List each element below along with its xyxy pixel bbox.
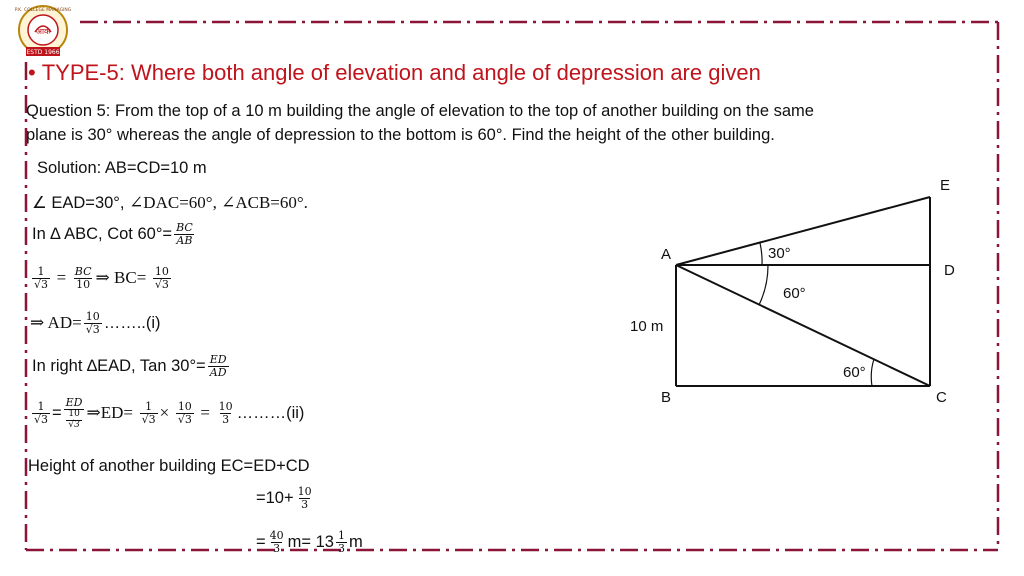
eq2-implies: ⇒ED= <box>86 402 134 422</box>
angles-sans: ∠ EAD=30°, <box>32 194 130 212</box>
equation-2 <box>30 397 304 430</box>
label-b: B <box>661 389 672 406</box>
final-equals: = <box>256 532 266 551</box>
heading-bullet: • <box>28 60 36 85</box>
college-logo <box>8 2 78 60</box>
final-line <box>256 530 363 555</box>
geometry-diagram <box>600 160 1000 420</box>
eq2-equals-2: = <box>200 402 211 422</box>
angle-label-30: 30° <box>768 245 791 262</box>
angle-arc-30 <box>760 243 762 265</box>
slide-heading <box>28 60 761 86</box>
eq1-frac-a: $\frac{1}{√3}$ <box>34 265 49 292</box>
eq2-frac-d: $\frac{10}{√3}$ <box>177 399 192 426</box>
label-c: C <box>936 389 947 406</box>
eq2-times: × <box>159 402 170 422</box>
equation-1 <box>30 266 173 291</box>
line-of-depression-ac <box>676 265 930 386</box>
sum-fraction: $\frac{10}{3}$ <box>297 485 312 512</box>
logo-badge-text: ESTD 1966 <box>26 49 60 56</box>
sum-line <box>256 486 316 511</box>
tan-prefix: In right ∆EAD, Tan 30°= <box>32 356 206 375</box>
final-fraction: $\frac{40}{3}$ <box>269 529 284 556</box>
logo-top-text: P.K. COLLEGE MANAGING <box>14 8 72 13</box>
eq2-frac-b: $\frac{ED}{\frac{10}{√3}}$ <box>65 396 83 430</box>
label-a: A <box>661 246 672 263</box>
eq1-equals: = <box>56 267 67 287</box>
eq2-frac-a: $\frac{1}{√3}$ <box>34 399 49 426</box>
label-e: E <box>940 177 951 194</box>
line-of-elevation-ae <box>676 197 930 265</box>
ad-prefix: ⇒ AD= <box>30 312 82 332</box>
angle-arc-60-bottom <box>871 359 874 386</box>
eq2-frac-e: $\frac{10}{3}$ <box>218 399 233 426</box>
cot-fraction: $\frac{BC}{AB}$ <box>176 221 193 248</box>
sum-prefix: =10+ <box>256 488 294 507</box>
angle-label-60-top: 60° <box>783 285 806 302</box>
angle-label-60-bottom: 60° <box>843 364 866 381</box>
angles-line <box>32 193 308 213</box>
tan-line <box>32 354 231 379</box>
eq1-implies: ⇒ BC= <box>95 267 147 287</box>
final-mid: m= 13 <box>287 532 334 551</box>
question-line-1: Question 5: From the top of a 10 m building the angle of elevation to the top of another building on the same <box>26 102 814 120</box>
logo-center-text: आक <box>35 27 51 36</box>
cot-prefix: In ∆ ABC, Cot 60°= <box>32 224 173 243</box>
tan-fraction: $\frac{ED}{AD}$ <box>209 353 227 380</box>
cot-line <box>32 222 197 247</box>
ad-fraction: $\frac{10}{√3}$ <box>85 310 100 337</box>
heading-text: TYPE-5: Where both angle of elevation and angle of depression are given <box>41 60 761 85</box>
eq1-frac-b: $\frac{BC}{10}$ <box>74 265 92 292</box>
final-unit: m <box>348 532 363 551</box>
final-mixed-fraction: $\frac{1}{3}$ <box>337 529 345 556</box>
angles-serif: ∠DAC=60°, ∠ACB=60°. <box>129 193 308 212</box>
height-label: 10 m <box>630 318 664 335</box>
solution-line-1: Solution: AB=CD=10 m <box>37 159 207 177</box>
label-d: D <box>944 262 955 279</box>
ad-suffix: ……..(i) <box>103 313 161 332</box>
ad-line <box>30 311 161 336</box>
eq2-equals: = <box>52 403 62 422</box>
height-line: Height of another building EC=ED+CD <box>28 457 310 475</box>
eq2-frac-c: $\frac{1}{√3}$ <box>141 399 156 426</box>
eq1-frac-c: $\frac{10}{√3}$ <box>154 265 169 292</box>
question-line-2: plane is 30° whereas the angle of depression to the bottom is 60°. Find the height of the other building. <box>26 126 775 144</box>
eq2-suffix: ………(ii) <box>236 403 305 422</box>
angle-arc-60-top <box>759 265 768 305</box>
